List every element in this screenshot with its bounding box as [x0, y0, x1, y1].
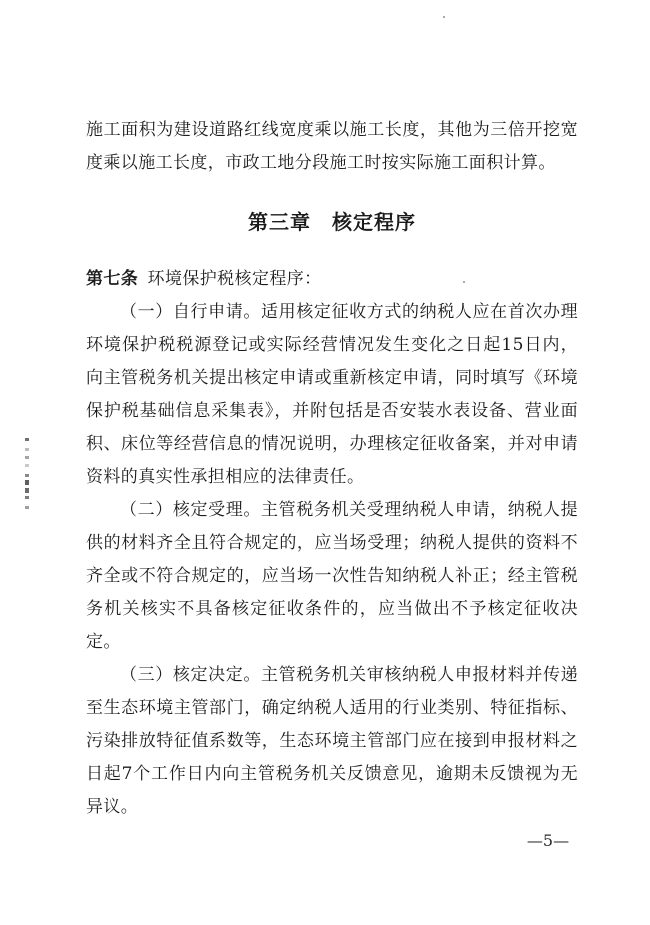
clause-3-decision: （三）核定决定。主管税务机关审核纳税人申报材料并传递至生态环境主管部门，确定纳税人适用的行业类别、特征指标、污染排放特征值系数等，生态环境主管部门应在接到申报材料之日起7个工作日内向主管税务机关反馈意见，逾期未反馈视为无异议。 [86, 665, 578, 817]
scan-artifact-speck [443, 16, 445, 18]
article-title: 环境保护税核定程序： [147, 269, 322, 289]
chapter-heading: 第三章 核定程序 [248, 210, 416, 234]
page-number: —5— [526, 831, 570, 850]
clause-2-acceptance: （二）核定受理。主管税务机关受理纳税人申请，纳税人提供的材料齐全且符合规定的，应当场受理；纳税人提供的资料不齐全或不符合规定的，应当场一次性告知纳税人补正；经主管税务机关核实不具备核定征收条件的，应当做出不予核定征收决定。 [86, 500, 578, 652]
article-number: 第七条 [86, 269, 139, 289]
scan-artifact-edge-marks [24, 438, 30, 514]
document-content [86, 114, 578, 824]
clause-1-self-application: （一）自行申请。适用核定征收方式的纳税人应在首次办理环境保护税税源登记或实际经营情况发生变化之日起15日内，向主管税务机关提出核定申请或重新核定申请，同时填写《环境保护税基础信息采集表》，并附包括是否安装水表设备、营业面积、床位等经营信息的情况说明，办理核定征收备案，并对申请资料的真实性承担相应的法律责任。 [86, 302, 578, 487]
article-heading-line [86, 263, 578, 296]
paragraph-continuation: 施工面积为建设道路红线宽度乘以施工长度，其他为三倍开挖宽度乘以施工长度，市政工地分段施工时按实际施工面积计算。 [86, 120, 578, 173]
